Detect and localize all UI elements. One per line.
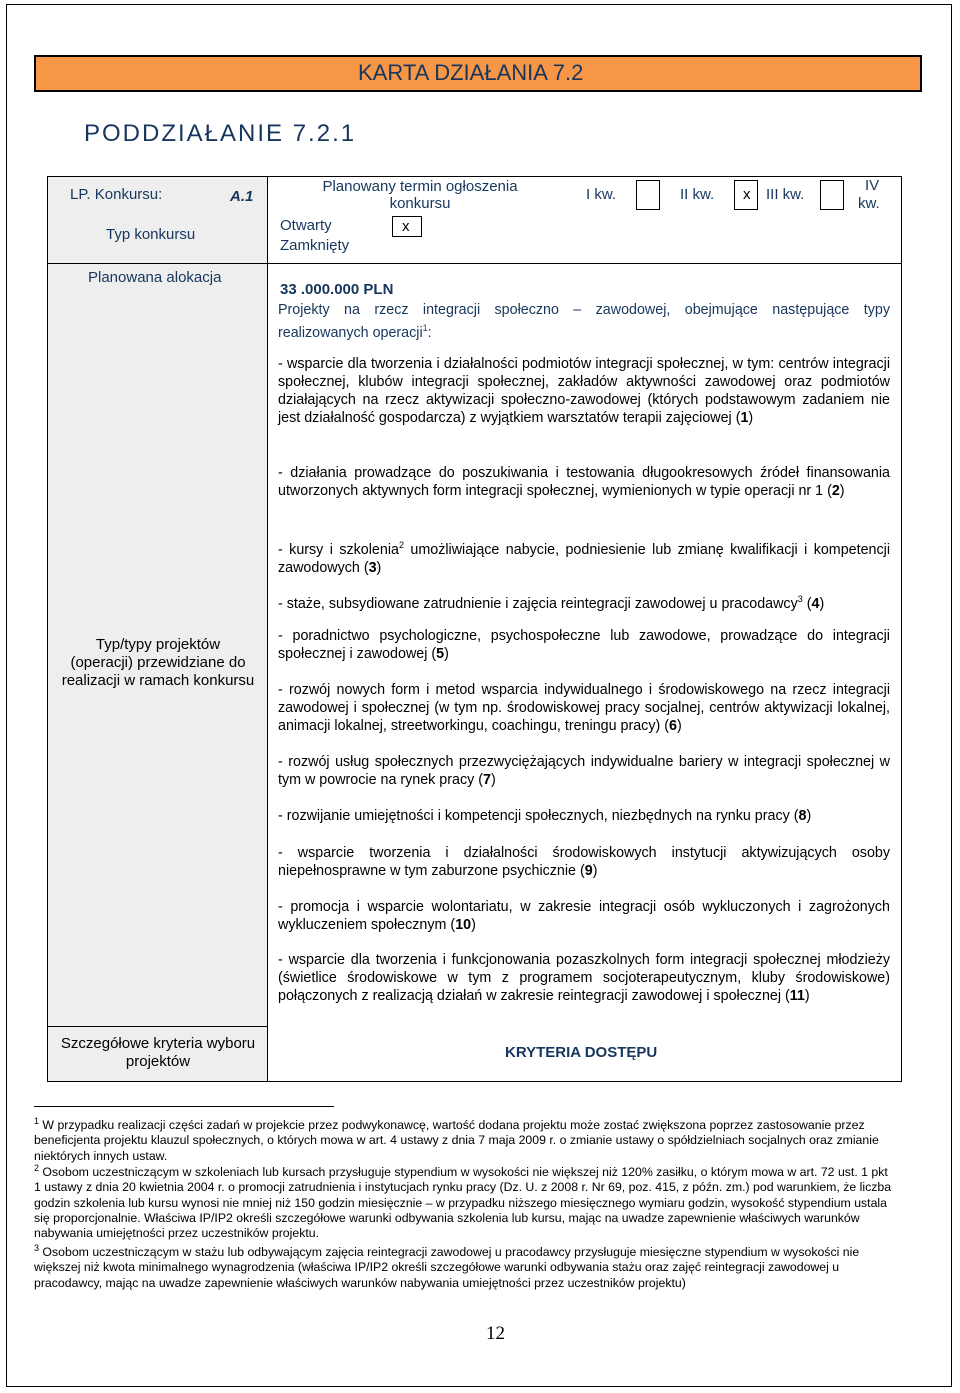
footnote-1-text: W przypadku realizacji części zadań w projekcie przez podwykonawcę, wartość dodana projektu może zostać zwiększona poprzez zastosowanie przez beneficjenta projektu klauzul społecznych, o których mowa w art. 4 ustawy z dnia 7 maja 2009 r. o zmianie ustawy o spółdzielniach socjalnych oraz zmianie niektórych innych ustaw.: [34, 1118, 879, 1163]
zamkniety-label: Zamknięty: [280, 237, 350, 254]
kryteria-label-line2: projektów: [125, 1053, 191, 1070]
op2-number: 2: [831, 483, 840, 499]
operation-9: - wsparcie tworzenia i działalności środowiskowych instytucji aktywizujących osoby niepełnosprawne w tym zaburzone psychicznie (9): [278, 845, 890, 879]
op3-footnote-ref: 2: [398, 540, 404, 550]
intro-end: :: [427, 324, 432, 341]
op7-text: - rozwój usług społecznych przezwyciężających indywidualne bariery w integracji społecznej w tym w powrocie na rynek pracy (: [278, 754, 890, 788]
op1-number: 1: [740, 410, 749, 426]
operation-2: - działania prowadzące do poszukiwania i testowania długookresowych źródeł finansowania utworzonych aktywnych form integracji społecznej, wymienionych w typie operacji nr 1 (2): [278, 465, 890, 499]
operation-4: - staże, subsydiowane zatrudnienie i zajęcia reintegracji zawodowej u pracodawcy$^3$ (4): [278, 594, 825, 612]
kryteria-label: [48, 1035, 268, 1071]
operation-3: - kursy i szkolenia$^2$ umożliwiające nabycie, podniesienie lub zmianę kwalifikacji i kompetencji zawodowych (3): [278, 540, 890, 576]
op9-number: 9: [584, 863, 593, 879]
footnote-2-number: 2: [34, 1163, 40, 1173]
quarter-2-mark: x: [743, 186, 751, 203]
op3-number: 3: [368, 559, 377, 576]
row-divider: [48, 263, 901, 264]
typy-label-line1: Typ/typy projektów: [95, 636, 221, 653]
footnote-separator: [34, 1106, 334, 1107]
op9-text: - wsparcie tworzenia i działalności środowiskowych instytucji aktywizujących osoby niepełnosprawne w tym zaburzone psychicznie (: [278, 845, 890, 879]
typy-label-line3: realizacji w ramach konkursu: [61, 672, 255, 689]
alokacja-label: Planowana alokacja: [88, 269, 222, 286]
operation-5: - poradnictwo psychologiczne, psychospołeczne lub zawodowe, prowadzące do integracji społecznej i zawodowej (5): [278, 628, 890, 662]
op11-number: 11: [789, 988, 805, 1004]
page-subtitle: PODDZIAŁANIE 7.2.1: [84, 120, 357, 147]
op4-text: - staże, subsydiowane zatrudnienie i zajęcia reintegracji zawodowej u pracodawcy: [278, 595, 798, 612]
op11-text: - wsparcie dla tworzenia i funkcjonowania pozaszkolnych form integracji społecznej młodzieży (świetlice środowiskowe w tym z programem socjoterapeutycznym, kluby środowiskowe) połączonych z realizacją działań w zakresie reintegracji zawodowej i społecznej (: [278, 952, 890, 1004]
footnote-1-number: 1: [34, 1116, 40, 1126]
op1-text: - wsparcie dla tworzenia i działalności podmiotów integracji społecznej, w tym: centrów integracji społecznej, klubów integracji społecznej, zakładów aktywności zawodowej oraz podmiotów działających na rzecz aktywizacji społeczno-zawodowej (których podstawowym zadaniem nie jest działalność gospodarcza) z wyjątkiem warsztatów terapii zajęciowej (: [278, 356, 890, 426]
termin-label: [280, 178, 560, 212]
lp-value: A.1: [230, 188, 254, 205]
op8-text: - rozwijanie umiejętności i kompetencji społecznych, niezbędnych na rynku pracy (: [278, 808, 799, 824]
footnote-2-text: Osobom uczestniczącym w szkoleniach lub kursach przysługuje stypendium w wysokości nie większej niż 120% zasiłku, o którym mowa w art. 72 ust. 1 pkt 1 ustawy z dnia 20 kwietnia 2004 r. o promocji zatrudnienia i instytucjach rynku pracy (Dz. U. z 2008 r. Nr 69, poz. 415, z późn. zm.) pod warunkiem, że liczba godzin szkolenia lub kursu wynosi nie mniej niż 150 godzin miesięcznie – w przypadku niższego miesięcznego wymiaru godzin, wysokość stypendium ustala się proporcjonalnie. Właściwa IP/IP2 określi szczegółowe warunki odbywania szkolenia lub kursu, mając na uwadze zapewnienie właściwych warunków nabywania umiejętności przez uczestników projektu.: [34, 1165, 892, 1240]
footnote-1: [34, 1114, 894, 1164]
intro-footnote-ref: 1: [422, 323, 428, 333]
operation-1: - wsparcie dla tworzenia i działalności podmiotów integracji społecznej, w tym: centrów integracji społecznej, klubów integracji społecznej, zakładów aktywności zawodowej oraz podmiotów działających na rzecz aktywizacji społeczno-zawodowej (których podstawowym zadaniem nie jest działalność gospodarcza) z wyjątkiem warsztatów terapii zajęciowej (1): [278, 356, 890, 426]
typ-konkursu-label: Typ konkursu: [106, 226, 196, 243]
alokacja-value: 33 .000.000 PLN: [280, 281, 394, 298]
op6-text: - rozwój nowych form i metod wsparcia indywidualnego i środowiskowego na rzecz integracji zawodowej i społecznej (w tym np. środowiskowej pracy socjalnej, centrów aktywizacji lokalnej, animacji lokalnej, streetworkingu, coachingu, treningu pracy) (: [278, 682, 890, 734]
termin-label-line1: Planowany termin ogłoszenia: [322, 178, 518, 195]
operation-10: - promocja i wsparcie wolontariatu, w zakresie integracji osób wykluczonych i zagrożonych wykluczeniem społecznym (10): [278, 899, 890, 933]
op4-number: 4: [811, 595, 820, 612]
quarter-2-checkbox[interactable]: [734, 180, 758, 210]
quarter-4-label-bottom: kw.: [858, 195, 880, 212]
intro-paragraph: [278, 301, 890, 342]
kryteria-divider: [48, 1026, 268, 1027]
otwarty-checkbox[interactable]: [392, 216, 422, 237]
op10-number: 10: [455, 917, 472, 933]
op7-number: 7: [483, 772, 491, 788]
kryteria-value: KRYTERIA DOSTĘPU: [505, 1044, 658, 1061]
typy-label-line2: (operacji) przewidziane do: [70, 654, 246, 671]
op5-number: 5: [436, 646, 445, 662]
kryteria-label-line1: Szczegółowe kryteria wyboru: [60, 1035, 256, 1052]
otwarty-mark: x: [402, 218, 410, 235]
footnote-3-number: 3: [34, 1243, 40, 1253]
op2-text: - działania prowadzące do poszukiwania i testowania długookresowych źródeł finansowania utworzonych aktywnych form integracji społecznej, wymienionych w typie operacji nr 1 (: [278, 465, 890, 499]
page-number: 12: [486, 1323, 505, 1344]
quarter-3-checkbox[interactable]: [820, 180, 844, 210]
quarter-1-label: I kw.: [586, 186, 617, 203]
operation-6: - rozwój nowych form i metod wsparcia indywidualnego i środowiskowego na rzecz integracji zawodowej i społecznej (w tym np. środowiskowej pracy socjalnej, centrów aktywizacji lokalnej, animacji lokalnej, streetworkingu, coachingu, treningu pracy) (6): [278, 682, 890, 734]
op6-number: 6: [668, 718, 677, 734]
quarter-4-label-top: IV: [865, 177, 880, 194]
quarter-1-checkbox[interactable]: [636, 180, 660, 210]
op3-text-b: umożliwiające nabycie, podniesienie lub zmianę kwalifikacji i kompetencji zawodowych (: [278, 541, 890, 576]
footnote-3: [34, 1241, 894, 1291]
op5-text: - poradnictwo psychologiczne, psychospołeczne lub zawodowe, prowadzące do integracji społecznej i zawodowej (: [278, 628, 890, 662]
op4-footnote-ref: 3: [797, 594, 803, 604]
op8-number: 8: [798, 808, 807, 824]
otwarty-label: Otwarty: [280, 217, 332, 234]
operation-8: - rozwijanie umiejętności i kompetencji społecznych, niezbędnych na rynku pracy (8): [278, 808, 812, 824]
operation-11: - wsparcie dla tworzenia i funkcjonowania pozaszkolnych form integracji społecznej młodzieży (świetlice środowiskowe w tym z programem socjoterapeutycznym, kluby środowiskowe) połączonych z realizacją działań w zakresie reintegracji zawodowej i społecznej (11): [278, 952, 890, 1004]
intro-text: Projekty na rzecz integracji społeczno – zawodowej, obejmujące następujące typy realizowanych operacji: [278, 302, 890, 341]
lp-label: LP. Konkursu:: [70, 186, 163, 203]
op3-text-a: - kursy i szkolenia: [278, 541, 399, 558]
op10-text: - promocja i wsparcie wolontariatu, w zakresie integracji osób wykluczonych i zagrożonych wykluczeniem społecznym (: [278, 899, 890, 933]
termin-label-line2: konkursu: [389, 195, 451, 212]
label-column: [48, 177, 268, 1081]
quarter-2-label: II kw.: [680, 186, 715, 203]
footnote-2: [34, 1161, 894, 1241]
typy-projektow-label: [48, 636, 268, 690]
footnote-3-text: Osobom uczestniczącym w stażu lub odbywającym zajęcia reintegracji zawodowej u pracodawcy przysługuje miesięczne stypendium w wysokości nie większej niż kwota minimalnego wynagrodzenia (właściwa IP/IP2 określi szczegółowe warunki odbywania stażu oraz zajęć reintegracji zawodowej u pracodawcy, mając na uwadze zapewnienie właściwych warunków nabywania umiejętności przez uczestników projektu): [34, 1245, 860, 1290]
page-title: KARTA DZIAŁANIA 7.2: [358, 60, 584, 85]
quarter-3-label: III kw.: [766, 186, 805, 203]
operation-7: - rozwój usług społecznych przezwyciężających indywidualne bariery w integracji społecznej w tym w powrocie na rynek pracy (7): [278, 754, 890, 788]
